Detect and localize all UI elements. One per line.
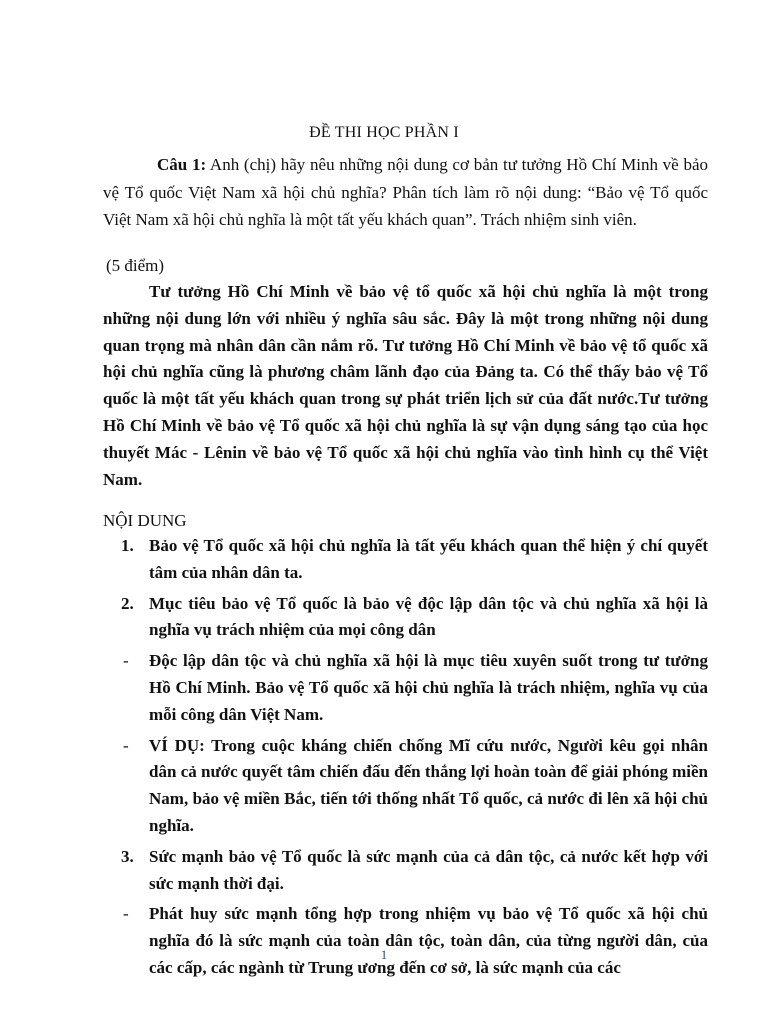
question-text: Anh (chị) hãy nêu những nội dung cơ bản tư tưởng Hồ Chí Minh về bảo vệ Tổ quốc Việt Nam xã hội chủ nghĩa? Phân tích làm rõ nội dung: “Bảo vệ Tổ quốc Việt Nam xã hội chủ nghĩa là một tất yếu khách quan”. Trách nhiệm sinh viên. (103, 155, 708, 229)
list-item-text: VÍ DỤ: Trong cuộc kháng chiến chống Mĩ cứu nước, Người kêu gọi nhân dân cả nước quyết tâm chiến đấu đến thắng lợi hoàn toàn để giải phóng miền Nam, bảo vệ miền Bắc, tiến tới thống nhất Tổ quốc, cả nước đi lên xã hội chủ nghĩa. (149, 735, 708, 835)
content-list (103, 533, 708, 986)
list-marker: - (123, 735, 129, 755)
question-points: (5 điểm) (106, 256, 165, 275)
list-item (103, 733, 708, 840)
list-item (103, 591, 708, 645)
list-item (103, 844, 708, 898)
list-item (103, 901, 708, 981)
list-marker: - (123, 904, 129, 924)
list-marker: - (123, 651, 129, 671)
list-item-text: Phát huy sức mạnh tổng hợp trong nhiệm vụ bảo vệ Tổ quốc xã hội chủ nghĩa đó là sức mạnh của toàn dân tộc, toàn dân, của từng người dân, của các cấp, các ngành từ Trung ương đến cơ sở, là sức mạnh của các (149, 904, 708, 977)
intro-paragraph: Tư tưởng Hồ Chí Minh về bảo vệ tổ quốc xã hội chủ nghĩa là một trong những nội dung lớn với nhiều ý nghĩa sâu sắc. Đây là một trong những nội dung quan trọng mà nhân dân cần nắm rõ. Tư tưởng Hồ Chí Minh về bảo vệ tổ quốc xã hội chủ nghĩa cũng là phương châm lãnh đạo của Đảng ta. Có thể thấy bảo vệ Tổ quốc là một tất yếu khách quan trong sự phát triển lịch sử của đất nước.Tư tưởng Hồ Chí Minh về bảo vệ Tổ quốc xã hội chủ nghĩa là sự vận dụng sáng tạo của học thuyết Mác - Lênin về bảo vệ Tổ quốc xã hội chủ nghĩa vào tình hình cụ thể Việt Nam. (103, 282, 708, 489)
list-item-text: Mục tiêu bảo vệ Tổ quốc là bảo vệ độc lập dân tộc và chủ nghĩa xã hội là nghĩa vụ trách nhiệm của mọi công dân (149, 593, 708, 640)
section-heading: NỘI DUNG (103, 511, 187, 530)
question-label: Câu 1: (157, 155, 207, 174)
list-item-text: Độc lập dân tộc và chủ nghĩa xã hội là mục tiêu xuyên suốt trong tư tưởng Hồ Chí Minh. Bảo vệ Tổ quốc xã hội chủ nghĩa là trách nhiệm, nghĩa vụ của mỗi công dân Việt Nam. (149, 651, 708, 724)
list-marker: 1. (121, 536, 134, 555)
list-item (103, 648, 708, 728)
list-marker: 2. (121, 593, 134, 613)
page-number: 1 (380, 947, 388, 962)
exam-title: ĐỀ THI HỌC PHẦN I (309, 124, 459, 141)
list-item-text: Bảo vệ Tổ quốc xã hội chủ nghĩa là tất yếu khách quan thể hiện ý chí quyết tâm của nhân dân ta. (149, 536, 708, 582)
list-item-text: Sức mạnh bảo vệ Tổ quốc là sức mạnh của cả dân tộc, cả nước kết hợp với sức mạnh thời đại. (149, 846, 708, 893)
list-marker: 3. (121, 846, 134, 866)
question-paragraph (103, 151, 708, 234)
list-item (103, 533, 708, 587)
